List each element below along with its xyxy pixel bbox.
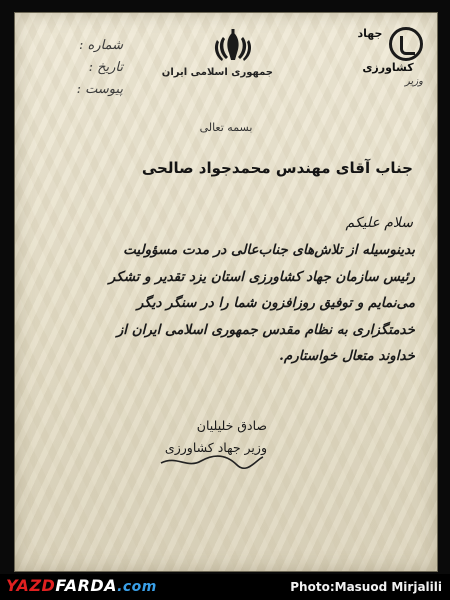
brand-part-farda: FARDA — [55, 576, 118, 595]
attachment-field-label: پیوست : — [76, 82, 123, 97]
body-line: خداوند متعال خواستارم. — [279, 348, 415, 364]
jihad-agriculture-logo-icon — [389, 27, 423, 61]
brand-part-yazd: YAZD — [6, 576, 56, 595]
body-line: خدمتگزاری به نظام مقدس جمهوری اسلامی ایران از — [116, 321, 415, 338]
brand-part-tld: .com — [117, 579, 157, 595]
ministry-seal — [353, 27, 423, 87]
iran-emblem — [161, 29, 273, 78]
salutation: سلام علیکم — [345, 215, 413, 231]
date-field-label: تاریخ : — [88, 60, 123, 75]
invocation: بسمه تعالی — [199, 121, 253, 134]
letter-body — [33, 237, 415, 370]
bottom-banner — [0, 574, 450, 600]
number-field-label: شماره : — [79, 38, 123, 53]
addressee: جناب آقای مهندس محمدجواد صالحی — [141, 159, 413, 177]
photo-credit: Photo:Masuod Mirjalili — [290, 580, 442, 594]
iran-emblem-icon — [211, 29, 255, 65]
signer-title: وزیر جهاد کشاورزی — [164, 440, 267, 455]
emblem-caption: جمهوری اسلامی ایران — [161, 67, 273, 78]
seal-role: وزیر — [405, 76, 423, 87]
body-line: بدینوسیله از تلاش‌های جناب‌عالی در مدت مسؤولیت — [123, 242, 415, 258]
site-brand — [6, 576, 157, 595]
letter-paper — [14, 12, 438, 572]
seal-org-line2: کشاورزی — [362, 61, 414, 74]
body-line: رئیس سازمان جهاد کشاورزی استان یزد تقدیر و تشکر — [108, 268, 415, 285]
signature-block — [147, 415, 267, 471]
letter-header-fields — [33, 35, 123, 101]
body-line: می‌نمایم و توفیق روزافزون شما را در سنگر دیگر — [136, 295, 415, 311]
seal-org-line1: جهاد — [357, 27, 383, 40]
signer-name: صادق خلیلیان — [196, 418, 267, 433]
